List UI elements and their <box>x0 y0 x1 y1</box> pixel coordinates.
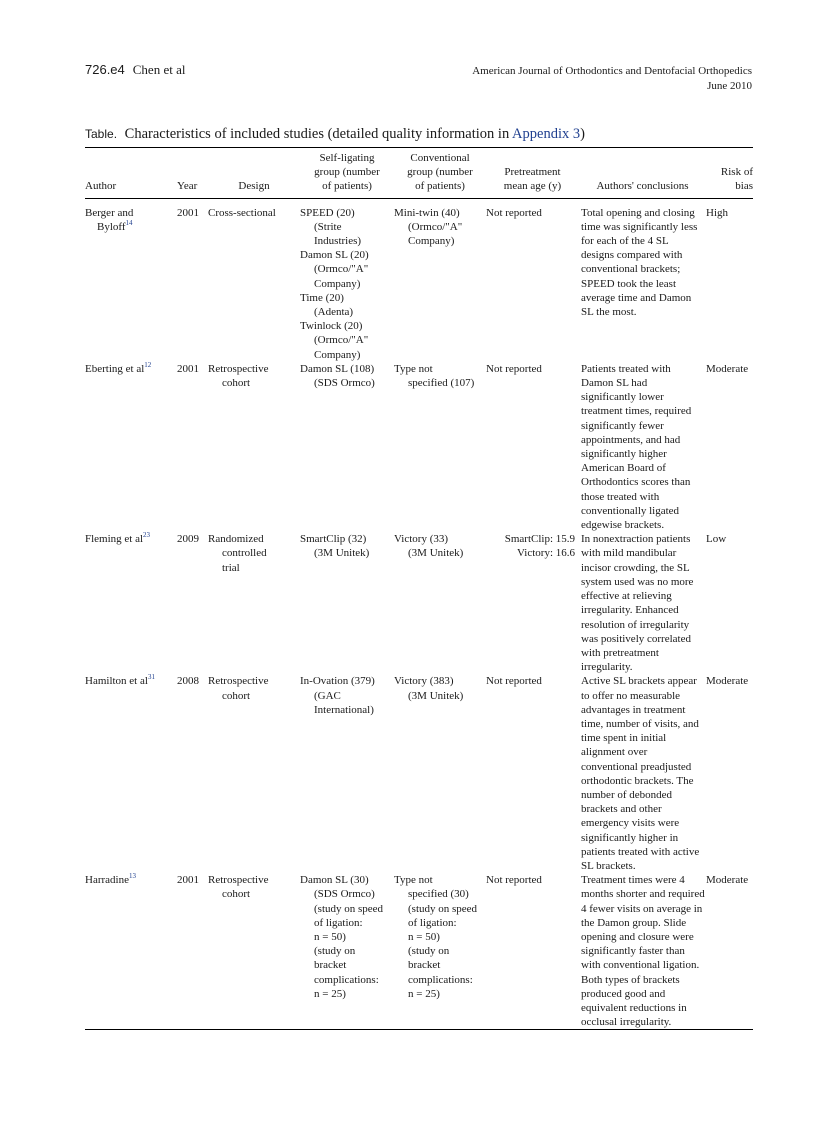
author-cell: Hamilton et al$^{31}$ <box>85 673 155 688</box>
running-author: Chen et al <box>132 62 186 77</box>
age-cell: Not reported <box>486 206 542 219</box>
col-risk: Risk of bias <box>720 166 753 193</box>
page-number: 726.e4 Chen et al <box>85 62 186 77</box>
sl-cell: Damon SL (108) (SDS Ormco) <box>300 362 375 390</box>
table-caption <box>85 126 765 143</box>
col-conventional: Conventional group (number of patients) <box>407 152 473 193</box>
table-label: Table. <box>85 127 118 141</box>
age-cell: Not reported <box>486 362 542 375</box>
col-self-ligating: Self-ligating group (number of patients) <box>314 152 380 193</box>
journal-title: American Journal of Orthodontics and Dentofacial Orthopedics <box>472 65 752 77</box>
citation-ref[interactable]: 31 <box>147 673 155 682</box>
citation-ref[interactable]: 23 <box>143 531 151 540</box>
table-row <box>85 532 753 674</box>
col-author: Author <box>85 180 117 193</box>
design-cell: Retrospective cohort <box>208 675 269 702</box>
risk-cell: High <box>706 206 728 219</box>
table-row <box>85 873 753 1030</box>
conv-cell: Type not specified (107) <box>394 362 475 390</box>
conv-cell: Type not specified (30) (study on speed of ligation: n = 50) (study on bracket complications: n = 25) <box>394 874 478 1000</box>
table-row <box>85 362 753 532</box>
design-cell: Retrospective cohort <box>208 362 269 390</box>
sl-cell: SPEED (20) (Strite Industries) Damon SL (20) (Ormco/"A" Company) Time (20) (Adenta) Twinlock (20) (Ormco/"A" Company) <box>300 206 369 361</box>
table-header-row <box>85 148 753 199</box>
citation-ref[interactable]: 12 <box>144 360 152 369</box>
age-cell: Not reported <box>486 675 542 688</box>
conclusions-cell: Patients treated with Damon SL had significantly lower treatment times, required significantly fewer appointments, and had significantly higher American Board of Orthodontics scores than those treated with conventionally ligated edgewise brackets. <box>581 362 692 532</box>
studies-table <box>85 147 753 1030</box>
sl-cell: Damon SL (30) (SDS Ormco) (study on speed of ligation: n = 50) (study on bracket complications: n = 25) <box>300 874 384 1000</box>
year-cell: 2001 <box>177 362 199 375</box>
conclusions-cell: Treatment times were 4 months shorter and required 4 fewer visits on average in the Damon group. Slide opening and closure were significantly faster than with conventional ligation. Both types of brackets produced good and equivalent reductions in occlusal irregularity. <box>581 874 705 1029</box>
table-row <box>85 674 753 873</box>
author-cell: Berger and Byloff$^{14}$ <box>85 206 134 233</box>
col-design: Design <box>238 180 270 193</box>
author-cell: Fleming et al$^{23}$ <box>85 531 151 546</box>
conclusions-cell: In nonextraction patients with mild mandibular incisor crowding, the SL system used was no more effective at relieving irregularity. Enhanced resolution of irregularity was positively correlated with pretreatment irregularity. <box>581 533 694 674</box>
design-cell: Cross-sectional <box>208 206 276 219</box>
caption-close: ) <box>580 126 585 142</box>
col-conclusions: Authors' conclusions <box>596 180 689 193</box>
design-cell: Randomized controlled trial <box>208 533 267 574</box>
conclusions-cell: Active SL brackets appear to offer no measurable advantages in treatment time, number of visits, and time spent in initial alignment over conventional preadjusted orthodontic brackets. The number of debonded brackets and other emergency visits were significantly higher in patients treated with active SL brackets. <box>581 675 700 872</box>
year-cell: 2001 <box>177 874 199 887</box>
risk-cell: Moderate <box>706 675 749 688</box>
year-cell: 2001 <box>177 206 199 219</box>
sl-cell: In-Ovation (379) (GAC International) <box>300 675 375 716</box>
risk-cell: Moderate <box>706 362 749 375</box>
risk-cell: Low <box>706 533 727 546</box>
col-year: Year <box>177 180 198 193</box>
conv-cell: Victory (33) (3M Unitek) <box>394 533 464 560</box>
sl-cell: SmartClip (32) (3M Unitek) <box>300 533 370 560</box>
author-cell: Eberting et al$^{12}$ <box>85 360 152 375</box>
citation-ref[interactable]: 13 <box>128 872 136 881</box>
risk-cell: Moderate <box>706 874 749 887</box>
age-cell: Not reported <box>486 874 542 887</box>
table-row <box>85 198 753 362</box>
caption-text: Characteristics of included studies (detailed quality information in <box>124 126 510 142</box>
conv-cell: Victory (383) (3M Unitek) <box>394 675 464 702</box>
year-cell: 2008 <box>177 675 199 688</box>
journal-header <box>472 64 752 94</box>
appendix-link[interactable]: Appendix 3 <box>512 126 581 142</box>
citation-ref[interactable]: 14 <box>125 218 133 227</box>
author-cell: Harradine$^{13}$ <box>85 872 136 887</box>
design-cell: Retrospective cohort <box>208 874 269 901</box>
age-cell: SmartClip: 15.9 Victory: 16.6 <box>504 533 575 560</box>
col-age: Pretreatment mean age (y) <box>503 166 562 193</box>
year-cell: 2009 <box>177 533 199 546</box>
conclusions-cell: Total opening and closing time was significantly less for each of the 4 SL designs compared with conventional brackets; SPEED took the least average time and Damon SL the most. <box>581 206 698 319</box>
issue-date: June 2010 <box>707 80 752 92</box>
conv-cell: Mini-twin (40) (Ormco/"A" Company) <box>394 206 463 248</box>
